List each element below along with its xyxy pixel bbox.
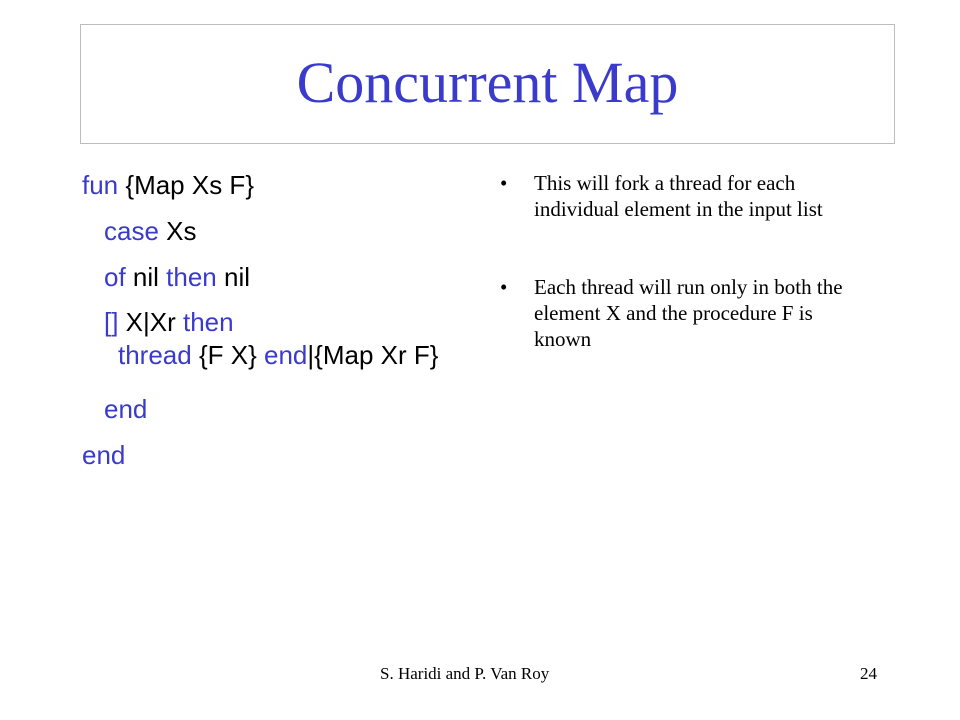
code-text: {Map Xs F} bbox=[118, 170, 254, 200]
code-keyword: then bbox=[183, 307, 234, 337]
code-keyword: thread bbox=[118, 340, 192, 370]
bullet-text: Each thread will run only in both the element X and the procedure F is known bbox=[534, 275, 843, 351]
code-keyword: of bbox=[104, 262, 126, 292]
code-text: X|Xr bbox=[118, 307, 183, 337]
code-line-6 bbox=[82, 392, 147, 426]
code-line-5 bbox=[82, 338, 438, 372]
bullet-marker: • bbox=[500, 275, 508, 299]
code-keyword: then bbox=[166, 262, 217, 292]
code-line-3 bbox=[82, 260, 250, 294]
code-keyword: [] bbox=[104, 307, 119, 337]
code-keyword: end bbox=[264, 340, 308, 370]
code-line-2 bbox=[82, 214, 197, 248]
code-text: |{Map Xr F} bbox=[307, 340, 439, 370]
code-line-4 bbox=[82, 305, 234, 339]
code-keyword: case bbox=[104, 216, 159, 246]
footer-authors: S. Haridi and P. Van Roy bbox=[380, 664, 550, 683]
bullet-text: This will fork a thread for each individual element in the input list bbox=[534, 171, 823, 221]
page-number: 24 bbox=[860, 664, 877, 683]
code-text: nil bbox=[125, 262, 167, 292]
code-text: nil bbox=[216, 262, 251, 292]
slide-title: Concurrent Map bbox=[296, 50, 679, 115]
title-box bbox=[80, 24, 895, 144]
code-text: Xs bbox=[158, 216, 197, 246]
code-text: {F X} bbox=[191, 340, 264, 370]
code-line-1 bbox=[82, 168, 254, 202]
bullet-marker: • bbox=[500, 171, 508, 195]
code-keyword: fun bbox=[82, 170, 119, 200]
code-line-7 bbox=[82, 438, 125, 472]
code-keyword: end bbox=[104, 394, 148, 424]
code-keyword: end bbox=[82, 440, 126, 470]
